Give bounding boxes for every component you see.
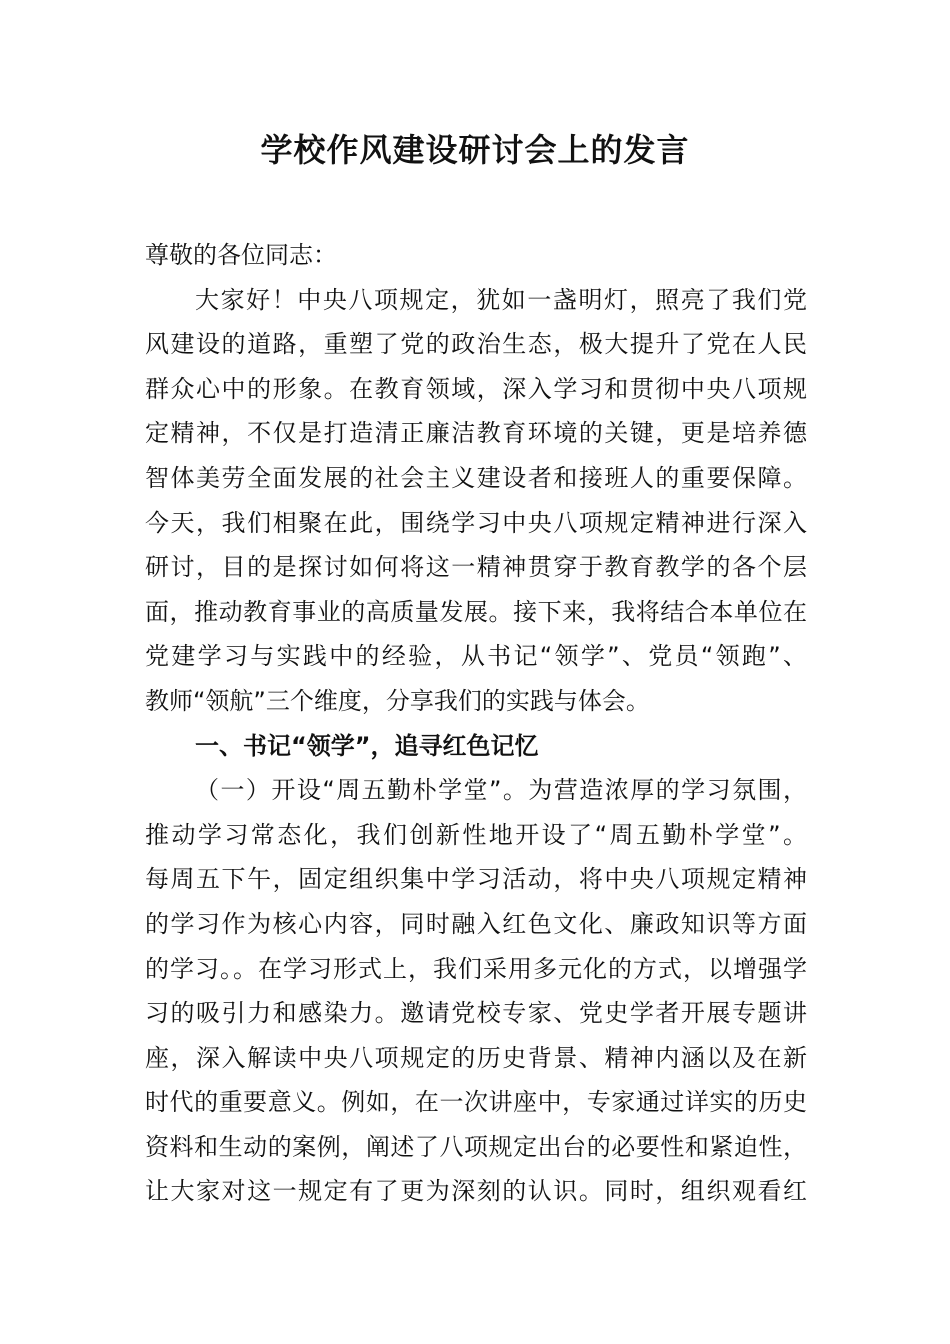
text-line: 每周五下午，固定组织集中学习活动，将中央八项规定精神 bbox=[145, 865, 807, 894]
text-line: （一）开设“周五勤朴学堂”。为营造浓厚的学习氛围， bbox=[195, 776, 807, 805]
text-line: 推动学习常态化，我们创新性地开设了“周五勤朴学堂”。 bbox=[145, 820, 807, 849]
text-line: 教师“领航”三个维度，分享我们的实践与体会。 bbox=[145, 686, 650, 715]
text-line: 大家好！中央八项规定，犹如一盏明灯，照亮了我们党 bbox=[195, 285, 807, 314]
text-line: 定精神，不仅是打造清正廉洁教育环境的关键，更是培养德 bbox=[145, 419, 807, 448]
text-line: 座，深入解读中央八项规定的历史背景、精神内涵以及在新 bbox=[145, 1043, 807, 1072]
text-line: 让大家对这一规定有了更为深刻的认识。同时，组织观看红 bbox=[145, 1177, 807, 1206]
text-line: 习的吸引力和感染力。邀请党校专家、党史学者开展专题讲 bbox=[145, 999, 807, 1028]
section-heading: 一、书记“领学”，追寻红色记忆 bbox=[195, 731, 539, 760]
text-line: 尊敬的各位同志： bbox=[145, 241, 337, 269]
text-line: 今天，我们相聚在此，围绕学习中央八项规定精神进行深入 bbox=[145, 508, 807, 537]
text-line: 研讨，目的是探讨如何将这一精神贯穿于教育教学的各个层 bbox=[145, 553, 807, 582]
document-title: 学校作风建设研讨会上的发言 bbox=[260, 131, 690, 169]
text-line: 资料和生动的案例，阐述了八项规定出台的必要性和紧迫性， bbox=[145, 1132, 807, 1161]
document-body bbox=[145, 233, 807, 1214]
text-line: 风建设的道路，重塑了党的政治生态，极大提升了党在人民 bbox=[145, 330, 807, 359]
text-line: 智体美劳全面发展的社会主义建设者和接班人的重要保障。 bbox=[145, 463, 807, 492]
text-line: 时代的重要意义。例如，在一次讲座中，专家通过详实的历史 bbox=[145, 1088, 807, 1117]
text-line: 党建学习与实践中的经验，从书记“领学”、党员“领跑”、 bbox=[145, 642, 807, 671]
text-line: 的学习。。在学习形式上，我们采用多元化的方式，以增强学 bbox=[145, 954, 807, 983]
text-line: 的学习作为核心内容，同时融入红色文化、廉政知识等方面 bbox=[145, 909, 807, 938]
text-line: 群众心中的形象。在教育领域，深入学习和贯彻中央八项规 bbox=[145, 374, 807, 403]
text-line: 面，推动教育事业的高质量发展。接下来，我将结合本单位在 bbox=[145, 597, 807, 626]
